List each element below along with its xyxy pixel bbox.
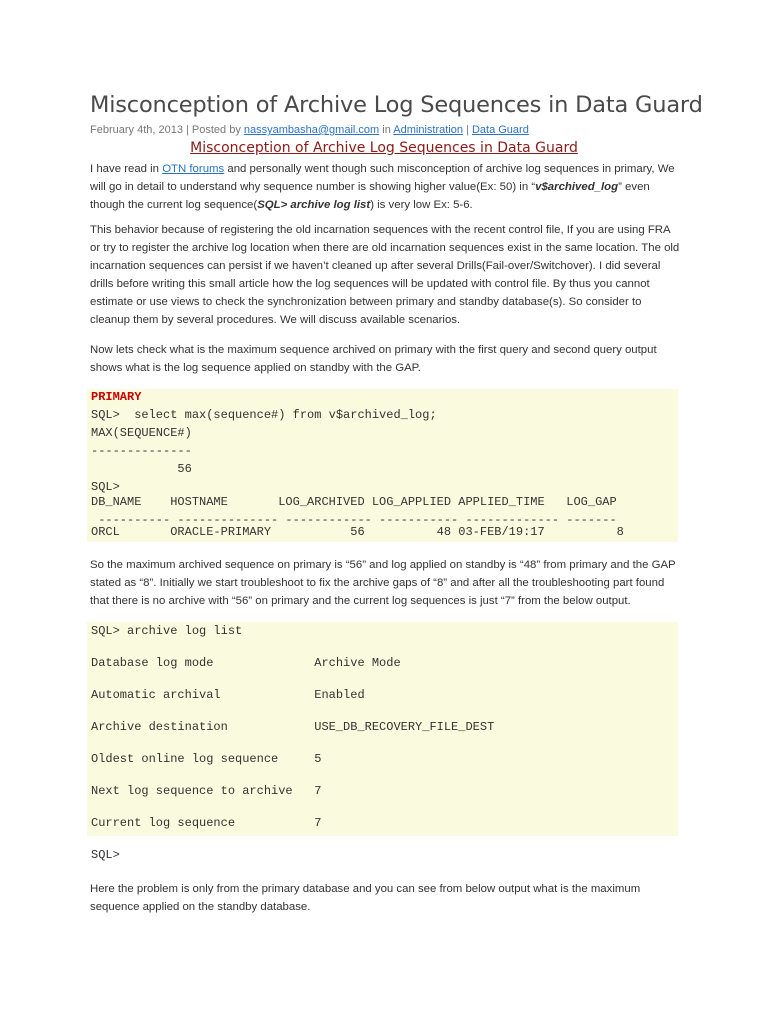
intro-text: and personally went though such misconception of archive log sequences in primary, We — [224, 163, 675, 175]
intro-text: ” even — [618, 181, 650, 193]
code-line: 56 — [91, 462, 192, 476]
paragraph-line: drills before writing this small article how the log sequences will be updated with control file. By thus you cannot — [90, 278, 650, 290]
category-separator: | — [462, 124, 472, 136]
code-line: ORCL ORACLE-PRIMARY 56 48 03-FEB/19:17 8 — [91, 525, 624, 539]
code-line: SQL> — [91, 480, 120, 494]
code-line: Oldest online log sequence 5 — [91, 752, 322, 766]
view-name: v$archived_log — [535, 181, 619, 193]
posted-by-label: | Posted by — [182, 124, 244, 136]
intro-text: will go in detail to understand why sequence number is showing higher value(Ex: 50) in “ — [90, 181, 536, 193]
code-block-primary — [87, 389, 678, 542]
code-line: MAX(SEQUENCE#) — [91, 426, 192, 440]
otn-forums-link[interactable]: OTN forums — [162, 163, 225, 175]
code-line: Current log sequence 7 — [91, 816, 322, 830]
paragraph-line: or try to register the archive log location when there are old incarnation sequences exist in the same location. The old — [90, 242, 680, 254]
paragraph-line: So the maximum archived sequence on primary is “56” and log applied on standby is “48” from primary and the GAP — [90, 559, 676, 571]
paragraph-line: that there is no archive with “56” on primary and the current log sequences is just “7” from the below output. — [90, 595, 631, 607]
code-line: Archive destination USE_DB_RECOVERY_FILE_DEST — [91, 720, 495, 734]
code-line: SQL> select max(sequence#) from v$archived_log; — [91, 408, 437, 422]
paragraph-line: shows what is the log sequence applied on standby with the GAP. — [90, 362, 421, 374]
sothe-paragraph — [90, 556, 690, 610]
code-line: Database log mode Archive Mode — [91, 656, 401, 670]
paragraph-line: cleanup them by several procedures. We will discuss available scenarios. — [90, 314, 461, 326]
paragraph-line: sequence applied on the standby database. — [90, 901, 311, 913]
code-block-archive-log-list — [87, 622, 678, 862]
sql-command: SQL> archive log list — [257, 199, 371, 211]
paragraph-line: stated as “8”. Initially we start troubleshoot to fix the archive gaps of “8” and after all the troubleshooting part found — [90, 577, 665, 589]
paragraph-line: This behavior because of registering the old incarnation sequences with the recent control file, If you are using FRA — [90, 224, 671, 236]
author-link[interactable]: nassyambasha@gmail.com — [243, 124, 380, 136]
code-label-primary: PRIMARY — [91, 390, 142, 404]
post-meta — [90, 124, 529, 136]
nowlets-paragraph — [90, 341, 690, 377]
intro-text: ) is very low Ex: 5-6. — [370, 199, 473, 211]
here-paragraph — [90, 880, 690, 916]
intro-paragraph — [90, 160, 690, 214]
code-line: -------------- — [91, 444, 192, 458]
code-line: DB_NAME HOSTNAME LOG_ARCHIVED LOG_APPLIED APPLIED_TIME LOG_GAP — [91, 495, 617, 509]
category-administration-link[interactable]: Administration — [393, 124, 463, 136]
paragraph-line: Now lets check what is the maximum sequence archived on primary with the first query and second query output — [90, 344, 657, 356]
code-line: SQL> — [91, 848, 120, 862]
intro-text: though the current log sequence( — [90, 199, 258, 211]
code-line: ---------- -------------- ------------ ----------- ------------- ------- — [91, 513, 617, 527]
paragraph-line: Here the problem is only from the primary database and you can see from below output what is the maximum — [90, 883, 641, 895]
behavior-paragraph — [90, 221, 690, 329]
article-title: Misconception of Archive Log Sequences in Data Guard — [90, 92, 703, 118]
code-line: SQL> archive log list — [91, 624, 243, 638]
paragraph-line: estimate or use views to check the synchronization between primary and standby database(s). So consider to — [90, 296, 642, 308]
code-line: Next log sequence to archive 7 — [91, 784, 322, 798]
post-date: February 4th, 2013 — [90, 124, 183, 136]
article-subtitle: Misconception of Archive Log Sequences in Data Guard — [190, 140, 578, 156]
code-line: Automatic archival Enabled — [91, 688, 365, 702]
category-data-guard-link[interactable]: Data Guard — [471, 124, 529, 136]
paragraph-line: incarnation sequences can persist if we haven’t cleaned up after several Drills(Fail-over/Switchover). I did several — [90, 260, 661, 272]
in-label: in — [379, 124, 394, 136]
intro-text: I have read in — [90, 163, 163, 175]
